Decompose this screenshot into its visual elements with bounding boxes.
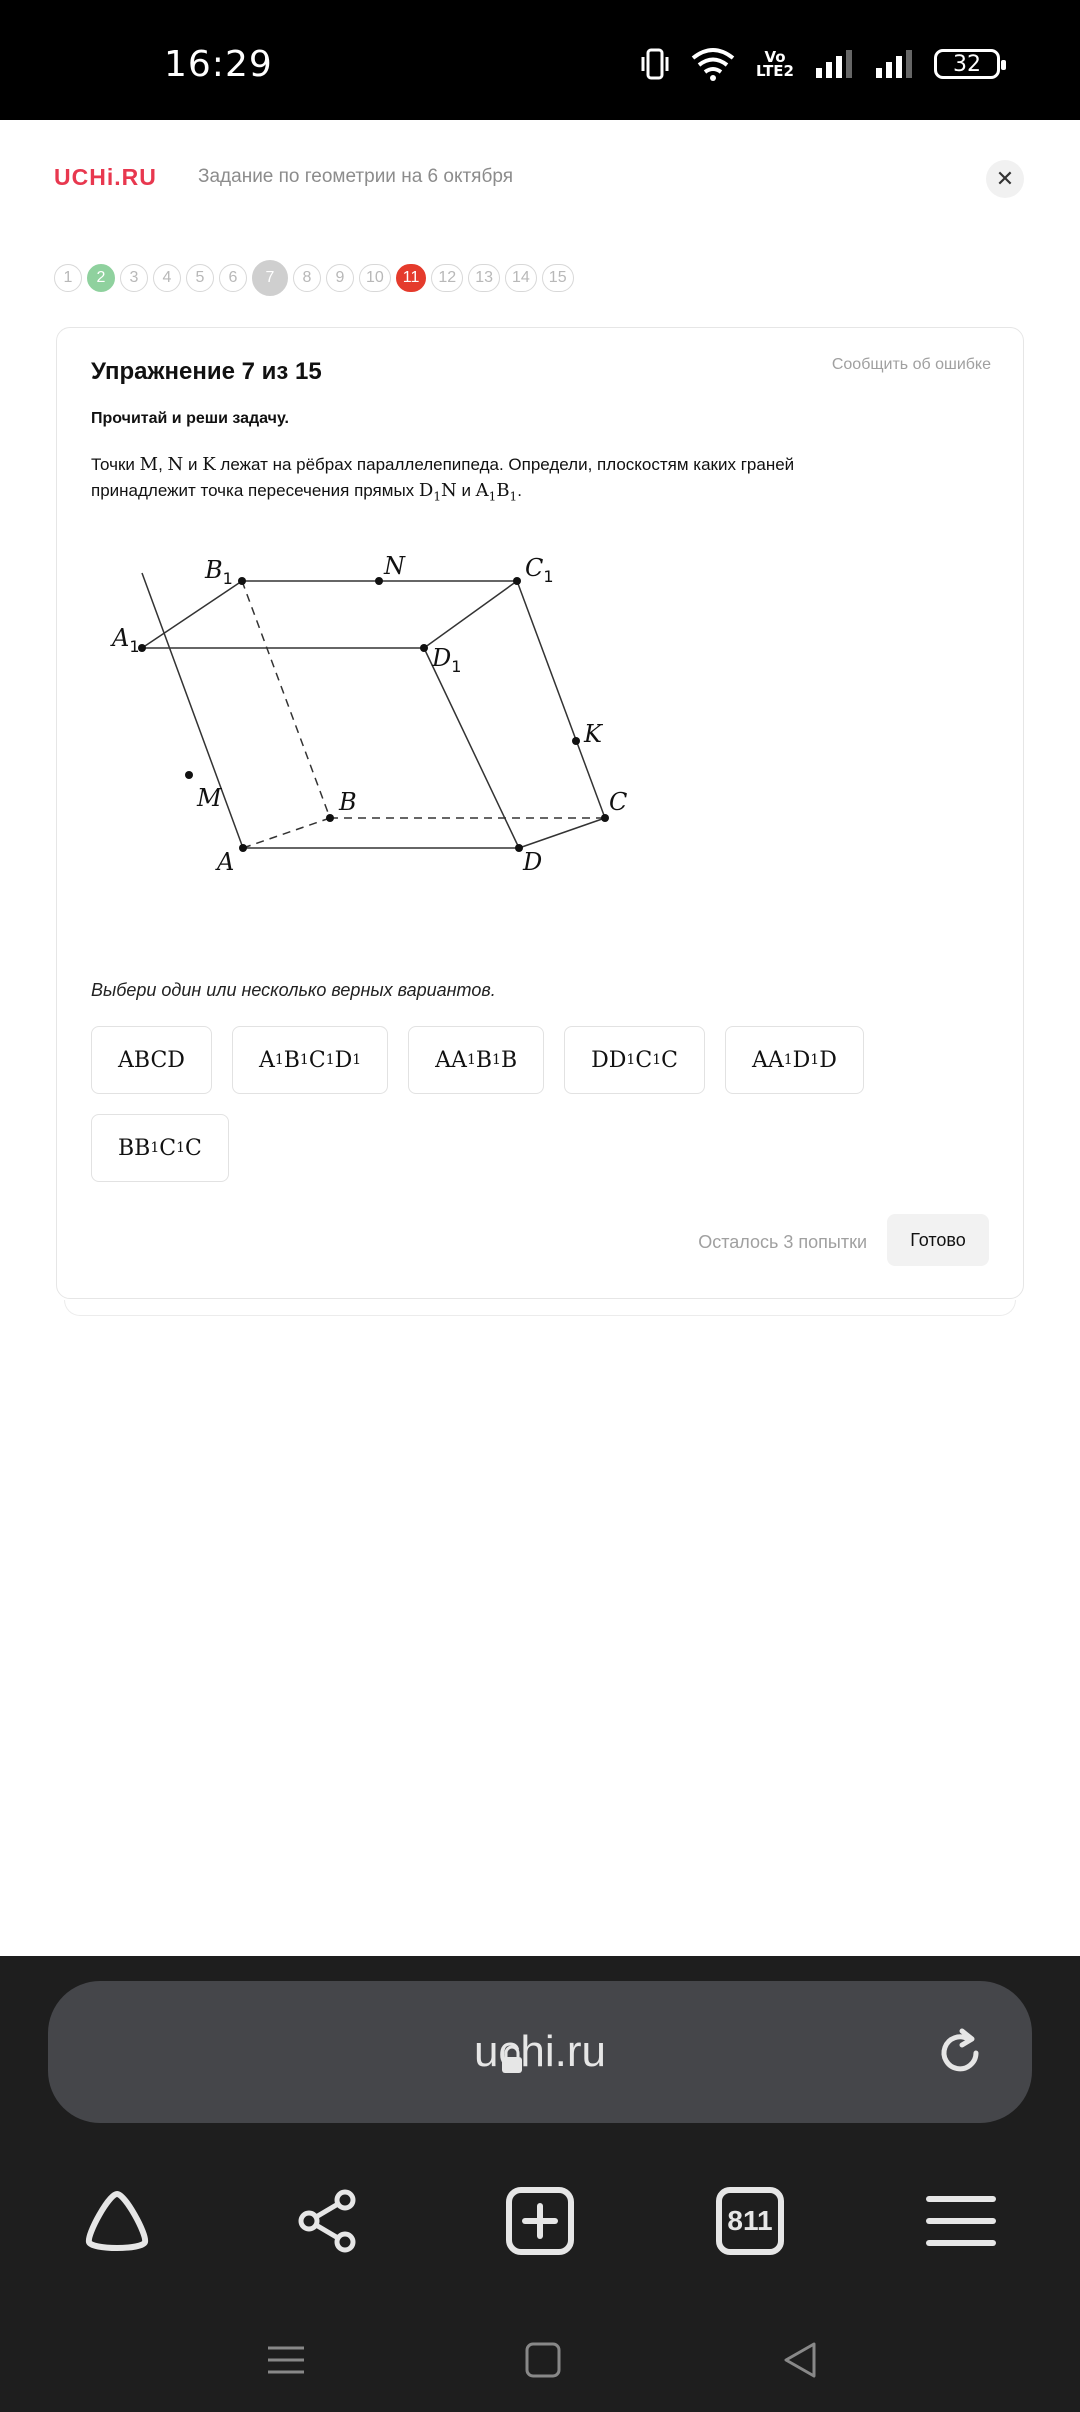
- browser-toolbar: [0, 1956, 1080, 2412]
- status-time: 16:29: [164, 44, 273, 85]
- system-nav-bar: [0, 2320, 1080, 2412]
- exercise-card: [56, 327, 1024, 1299]
- exercise-title: Упражнение 7 из 15: [91, 358, 322, 385]
- attempts-remaining: Осталось 3 попытки: [698, 1232, 867, 1252]
- page-2[interactable]: 2: [87, 264, 115, 292]
- address-bar[interactable]: [48, 1981, 1032, 2123]
- label-b1: $B_1$: [205, 556, 233, 588]
- tabs-icon: [716, 2187, 784, 2255]
- page-13[interactable]: 13: [468, 264, 500, 292]
- label-m: M: [197, 784, 222, 812]
- parallelepiped-figure: [87, 528, 667, 918]
- choose-prompt: Выбери один или несколько верных вариантов.: [91, 980, 496, 1000]
- new-tab-button[interactable]: [485, 2166, 595, 2276]
- reload-icon[interactable]: [932, 2025, 988, 2081]
- logo[interactable]: UCHi.RU: [54, 164, 157, 190]
- label-d: D: [523, 848, 543, 876]
- url-text[interactable]: uchi.ru: [473, 2027, 607, 2076]
- page-3[interactable]: 3: [120, 264, 148, 292]
- page-8[interactable]: 8: [293, 264, 321, 292]
- label-c1: $C_1$: [525, 554, 554, 586]
- answer-option[interactable]: ABCD: [91, 1026, 212, 1094]
- answer-option[interactable]: AA 1 B 1 B: [408, 1026, 544, 1094]
- answer-option[interactable]: AA 1 D 1 D: [725, 1026, 864, 1094]
- instruction: Прочитай и реши задачу.: [91, 410, 289, 427]
- page-1[interactable]: 1: [54, 264, 82, 292]
- answer-option[interactable]: DD 1 C 1 C: [564, 1026, 705, 1094]
- home-icon[interactable]: [524, 2340, 562, 2380]
- back-icon[interactable]: [780, 2340, 820, 2380]
- menu-button[interactable]: [906, 2166, 1016, 2276]
- new-tab-icon: [505, 2186, 575, 2256]
- menu-icon: [925, 2191, 997, 2251]
- label-k: K: [584, 720, 602, 748]
- page-6[interactable]: 6: [219, 264, 247, 292]
- share-button[interactable]: [273, 2166, 383, 2276]
- done-button[interactable]: Готово: [887, 1214, 989, 1266]
- volte-indicator: Vo LTE2: [756, 48, 794, 80]
- share-icon: [293, 2186, 363, 2256]
- label-a: A: [217, 848, 235, 876]
- answer-option[interactable]: BB 1 C 1 C: [91, 1114, 229, 1182]
- page-5[interactable]: 5: [186, 264, 214, 292]
- close-icon: ✕: [995, 166, 1015, 191]
- label-d1: $D_1$: [432, 644, 462, 676]
- page-14[interactable]: 14: [505, 264, 537, 292]
- tabs-button[interactable]: [695, 2166, 805, 2276]
- page-7[interactable]: 7: [252, 260, 288, 296]
- recent-apps-icon[interactable]: [266, 2340, 306, 2380]
- alice-button[interactable]: [62, 2166, 172, 2276]
- report-error-link[interactable]: Сообщить об ошибке: [831, 356, 991, 373]
- header: [0, 120, 1080, 235]
- exercise-pagination: [54, 260, 574, 296]
- task-text: Точки M, N и K лежат на рёбрах параллелепипеда. Определи, плоскостям каких граней принадлежит точка пересечения прямых $D_1N$ и $A_1B_1$.: [91, 454, 795, 504]
- page-15[interactable]: 15: [542, 264, 574, 292]
- page-title: Задание по геометрии на 6 октября: [198, 166, 513, 187]
- answer-option[interactable]: A 1 B 1 C 1 D 1: [232, 1026, 388, 1094]
- alice-icon: [81, 2188, 153, 2254]
- close-button[interactable]: [986, 160, 1024, 198]
- answer-options: [91, 1026, 991, 1182]
- wifi-icon: [690, 46, 736, 82]
- browser-nav-row: [0, 2166, 1080, 2276]
- label-a1: $A_1$: [112, 624, 140, 656]
- label-b: B: [339, 788, 357, 816]
- card-stack-shadow: [64, 1300, 1016, 1316]
- page-9[interactable]: 9: [326, 264, 354, 292]
- signal-2-icon: [874, 48, 914, 80]
- page-12[interactable]: 12: [431, 264, 463, 292]
- label-n: N: [384, 552, 405, 580]
- page-4[interactable]: 4: [153, 264, 181, 292]
- signal-1-icon: [814, 48, 854, 80]
- battery-indicator: 32: [934, 49, 1000, 79]
- label-c: C: [609, 788, 628, 816]
- tab-count: 811: [727, 2205, 773, 2236]
- page-11[interactable]: 11: [396, 264, 427, 292]
- status-icons: [640, 46, 1000, 82]
- page-10[interactable]: 10: [359, 264, 391, 292]
- status-bar: [0, 0, 1080, 120]
- vibrate-icon: [640, 47, 670, 81]
